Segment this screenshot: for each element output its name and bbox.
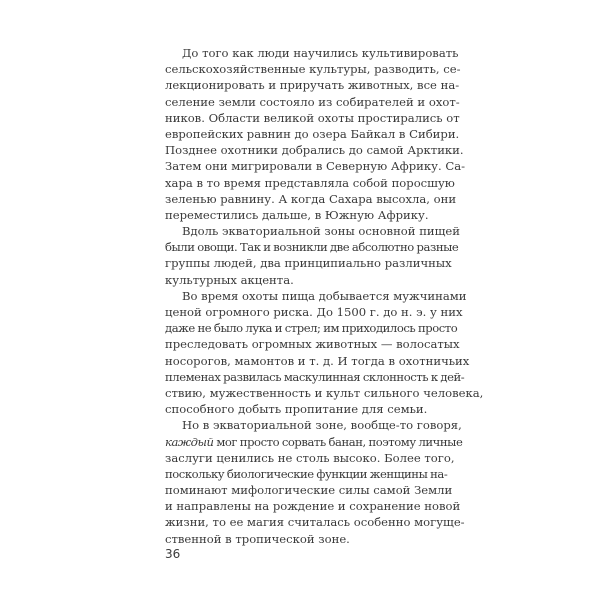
text-line: поскольку биологические функции женщины на- <box>165 466 448 481</box>
text-line: были овощи. Так и возникли две абсолютно разные <box>165 240 459 255</box>
text-line: ственной в тропической зоне. <box>165 531 350 546</box>
text-fragment: мог просто сорвать банан, поэтому личные <box>216 434 463 449</box>
text-line: группы людей, два принципиально различных <box>165 256 452 271</box>
text-line: переместились дальше, в Южную Африку. <box>165 207 429 222</box>
text-line: хара в то время представляла собой поросшую <box>165 175 455 190</box>
body-text <box>165 45 484 547</box>
text-line: носорогов, мамонтов и т. д. И тогда в охотничьих <box>165 353 470 368</box>
text-line: способного добыть пропитание для семьи. <box>165 402 428 417</box>
text-line: европейских равнин до озера Байкал в Сибири. <box>165 126 460 141</box>
text-line: ценой огромного риска. До 1500 г. до н. э. у них <box>165 305 463 319</box>
text-line: Позднее охотники добрались до самой Арктики. <box>165 143 464 158</box>
text-line: ников. Области великой охоты простирались от <box>165 110 460 125</box>
text-line-with-italic <box>165 434 463 450</box>
text-line: даже не было лука и стрел; им приходилось просто <box>165 321 458 336</box>
page-number: 36 <box>165 547 181 561</box>
text-line: племенах развилась маскулинная склонность к дей- <box>165 369 465 384</box>
text-line: жизни, то ее магия считалась особенно могуще- <box>165 515 465 530</box>
text-line: культурных акцента. <box>165 272 294 287</box>
italic-emphasis: каждый <box>165 434 214 449</box>
text-line: сельскохозяйственные культуры, разводить, се- <box>165 62 461 77</box>
text-line: селение земли состояло из собирателей и охот- <box>165 94 460 109</box>
text-line: заслуги ценились не столь высоко. Более того, <box>165 450 455 465</box>
text-line: Но в экваториальной зоне, вообще-то говоря, <box>182 418 462 433</box>
text-line: До того как люди научились культивировать <box>182 46 459 60</box>
text-line: Во время охоты пища добывается мужчинами <box>182 288 467 303</box>
text-line: поминают мифологические силы самой Земли <box>165 483 453 498</box>
text-line: преследовать огромных животных — волосатых <box>165 337 460 352</box>
text-line: лекционировать и приручать животных, все на- <box>165 78 460 93</box>
text-line: ствию, мужественность и культ сильного человека, <box>165 385 484 400</box>
text-line: и направлены на рождение и сохранение новой <box>165 499 461 514</box>
text-line: зеленью равнину. А когда Сахара высохла, они <box>165 191 457 206</box>
text-line: Вдоль экваториальной зоны основной пищей <box>182 224 461 239</box>
text-line: Затем они мигрировали в Северную Африку. Са- <box>165 159 466 174</box>
